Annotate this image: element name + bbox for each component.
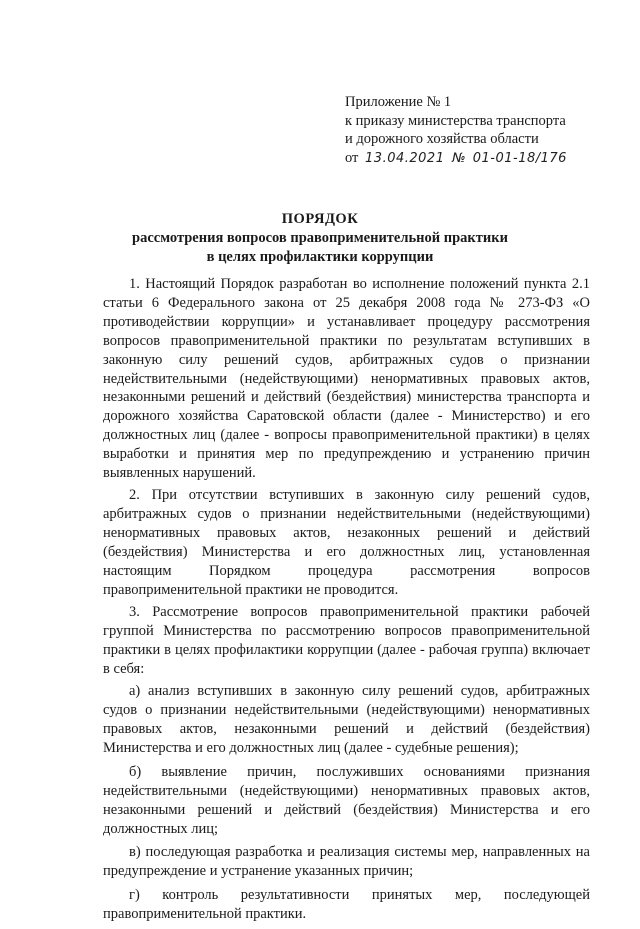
- date-prefix: от: [345, 149, 359, 166]
- paragraph-2: 2. При отсутствии вступивших в законную силу решений судов, арбитражных судов о признании недействительными (недействующими) ненормативных правовых актов, незаконных решений и действий (бездействия) Министерства и его должностных лиц, установленная настоящим Порядком процедура рассмотрения вопросов правоприменительной практики не проводится.: [103, 487, 590, 598]
- document-body: [103, 275, 590, 929]
- order-date: 13.04.2021: [365, 150, 445, 166]
- order-reference-line: к приказу министерства транспорта: [345, 112, 566, 129]
- subparagraph-b: б) выявление причин, послуживших основаниями признания недействительными (недействующими) ненормативных правовых актов, незаконными решений и действий (бездействия) Министерства и его должностных лиц;: [103, 763, 590, 837]
- order-number: 01-01-18/176: [472, 150, 567, 166]
- subparagraph-a: а) анализ вступивших в законную силу решений судов, арбитражных судов о признании недействительными (недействующими) ненормативных правовых актов, незаконными решений и действий (бездействия) Министерства и его должностных лиц (далее - судебные решения);: [103, 683, 590, 756]
- title-subtitle-2: в целях профилактики коррупции: [206, 249, 434, 265]
- subparagraph-v: в) последующая разработка и реализация системы мер, направленных на предупреждение и устранение указанных причин;: [103, 844, 590, 880]
- appendix-number: Приложение № 1: [345, 94, 452, 110]
- subparagraph-g: г) контроль результативности принятых мер, последующей правоприменительной практики.: [103, 887, 590, 923]
- title-subtitle-1: рассмотрения вопросов правоприменительной практики: [132, 230, 508, 246]
- ministry-line: и дорожного хозяйства области: [345, 131, 539, 147]
- number-sign: №: [452, 150, 467, 166]
- paragraph-1: 1. Настоящий Порядок разработан во исполнение положений пункта 2.1 статьи 6 Федерального закона от 25 декабря 2008 года № 273-ФЗ «О противодействии коррупции» и устанавливает процедуру рассмотрения вопросов правоприменительной практики по результатам вступивших в законную силу решений судов, арбитражных судов о признании недействительными (недействующими) ненормативных правовых актов, незаконными решений и действий (бездействия) министерства транспорта и дорожного хозяйства Саратовской области (далее - Министерство) и его должностных лиц (далее - вопросы правоприменительной практики) в целях выработки и принятия мер по предупреждению и устранению причин выявленных нарушений.: [103, 276, 590, 482]
- order-date-line: [345, 149, 605, 169]
- paragraph-3: 3. Рассмотрение вопросов правоприменительной практики рабочей группой Министерства по рассмотрению вопросов правоприменительной практики в целях профилактики коррупции (далее - рабочая группа) включает в себя:: [103, 604, 590, 677]
- title-main: ПОРЯДОК: [281, 211, 359, 227]
- document-title: [0, 210, 640, 267]
- approval-block: [345, 93, 605, 168]
